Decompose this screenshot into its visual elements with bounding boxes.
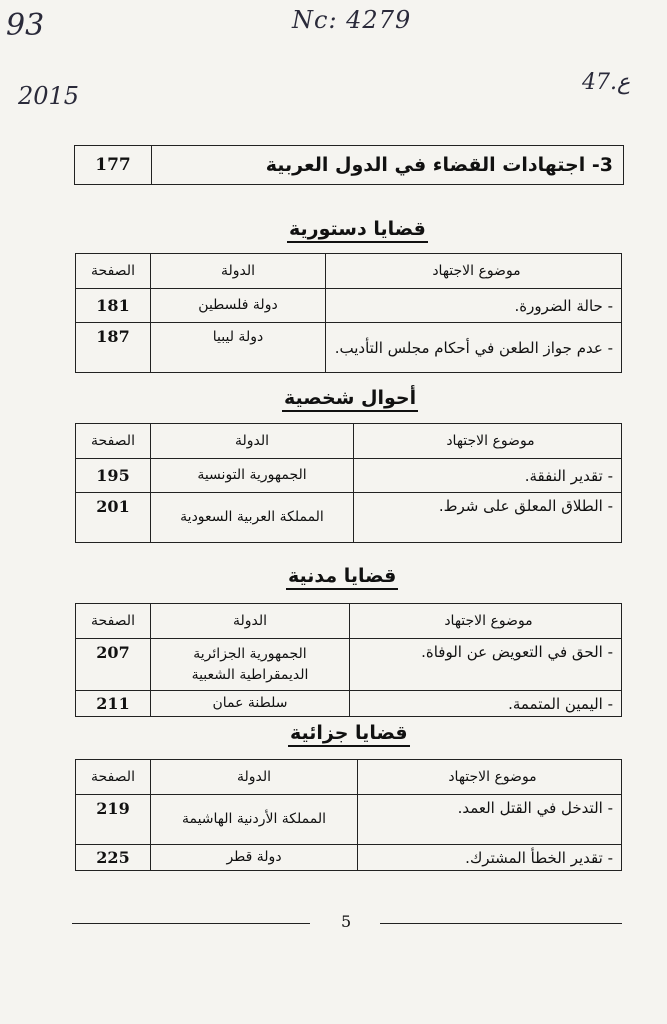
- table-row: [76, 493, 622, 543]
- row-topic: - التدخل في القتل العمد.: [358, 795, 622, 845]
- table-row: [76, 459, 622, 493]
- chapter-page: 177: [75, 146, 152, 185]
- section-table-constitutional: [75, 253, 622, 373]
- row-page: 207: [76, 639, 151, 691]
- row-topic: - تقدير النفقة.: [354, 459, 622, 493]
- section-title-civil: قضايا مدنية: [286, 565, 398, 590]
- chapter-heading-table: [74, 145, 624, 185]
- row-country: الجمهورية التونسية: [151, 459, 354, 493]
- handwritten-ref: 47.ع: [582, 70, 631, 95]
- table-row: [76, 845, 622, 871]
- row-country: المملكة العربية السعودية: [151, 493, 354, 543]
- row-topic: - اليمين المتممة.: [350, 691, 622, 717]
- row-topic: - حالة الضرورة.: [326, 289, 622, 323]
- header-country: الدولة: [151, 254, 326, 289]
- section-table-criminal: [75, 759, 622, 871]
- handwritten-number: 93: [6, 8, 45, 43]
- row-topic: - تقدير الخطأ المشترك.: [358, 845, 622, 871]
- row-country: سلطنة عمان: [151, 691, 350, 717]
- section-title-constitutional: قضايا دستورية: [287, 218, 428, 243]
- header-page: الصفحة: [76, 254, 151, 289]
- page-number: 5: [341, 912, 352, 931]
- table-row: [76, 323, 622, 373]
- handwritten-year: 2015: [18, 82, 80, 110]
- row-page: 211: [76, 691, 151, 717]
- row-topic: - الطلاق المعلق على شرط.: [354, 493, 622, 543]
- header-country: الدولة: [151, 424, 354, 459]
- section-table-personal-status: [75, 423, 622, 543]
- row-page: 187: [76, 323, 151, 373]
- header-topic: موضوع الاجتهاد: [326, 254, 622, 289]
- header-country: الدولة: [151, 760, 358, 795]
- row-page: 195: [76, 459, 151, 493]
- row-page: 219: [76, 795, 151, 845]
- header-page: الصفحة: [76, 760, 151, 795]
- row-country: دولة قطر: [151, 845, 358, 871]
- header-country: الدولة: [151, 604, 350, 639]
- handwritten-code: Nc: 4279: [292, 6, 412, 34]
- section-title-criminal: قضايا جزائية: [288, 722, 410, 747]
- table-row: [76, 691, 622, 717]
- chapter-title: 3- اجتهادات القضاء في الدول العربية: [152, 146, 624, 185]
- row-country: الجمهورية الجزائرية الديمقراطية الشعبية: [151, 639, 350, 691]
- table-row: [76, 639, 622, 691]
- header-page: الصفحة: [76, 424, 151, 459]
- row-page: 181: [76, 289, 151, 323]
- footer-divider-right: [380, 923, 622, 924]
- table-row: [76, 289, 622, 323]
- row-country: المملكة الأردنية الهاشيمة: [151, 795, 358, 845]
- section-table-civil: [75, 603, 622, 717]
- row-page: 201: [76, 493, 151, 543]
- footer-divider-left: [72, 923, 310, 924]
- row-topic: - عدم جواز الطعن في أحكام مجلس التأديب.: [326, 323, 622, 373]
- row-page: 225: [76, 845, 151, 871]
- header-page: الصفحة: [76, 604, 151, 639]
- section-title-personal-status: أحوال شخصية: [282, 387, 418, 412]
- row-country: دولة فلسطين: [151, 289, 326, 323]
- header-topic: موضوع الاجتهاد: [350, 604, 622, 639]
- header-topic: موضوع الاجتهاد: [358, 760, 622, 795]
- row-topic: - الحق في التعويض عن الوفاة.: [350, 639, 622, 691]
- header-topic: موضوع الاجتهاد: [354, 424, 622, 459]
- table-row: [76, 795, 622, 845]
- row-country: دولة ليبيا: [151, 323, 326, 373]
